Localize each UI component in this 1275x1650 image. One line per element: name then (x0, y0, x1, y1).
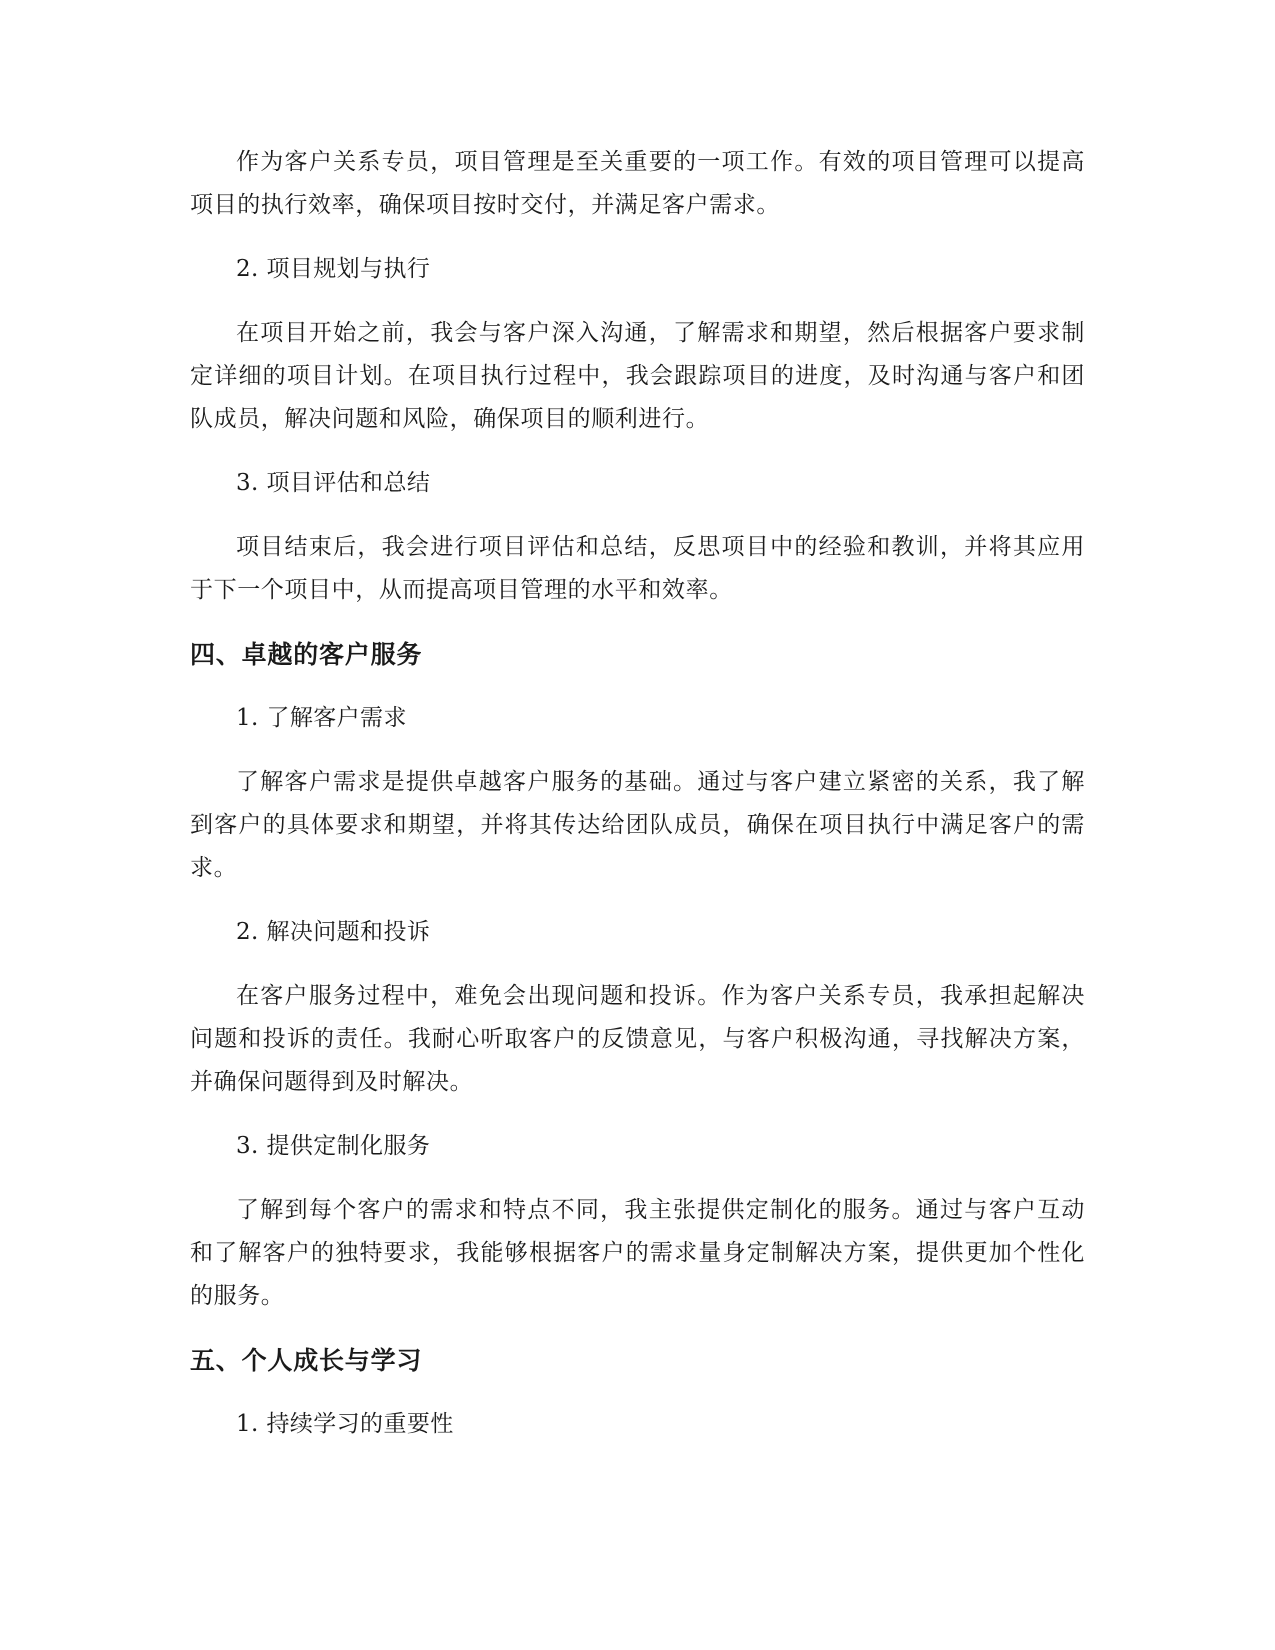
paragraph-custom-service: 了解到每个客户的需求和特点不同，我主张提供定制化的服务。通过与客户互动和了解客户的独特要求，我能够根据客户的需求量身定制解决方案，提供更加个性化的服务。 (190, 1197, 1085, 1309)
paragraph-understand-needs: 了解客户需求是提供卓越客户服务的基础。通过与客户建立紧密的关系，我了解到客户的具体要求和期望，并将其传达给团队成员，确保在项目执行中满足客户的需求。 (190, 769, 1085, 881)
section-heading-customer-service: 四、卓越的客户服务 (190, 640, 423, 669)
paragraph-project-evaluation: 项目结束后，我会进行项目评估和总结，反思项目中的经验和教训，并将其应用于下一个项目中，从而提高项目管理的水平和效率。 (190, 534, 1085, 603)
subheading-project-evaluation: 3. 项目评估和总结 (236, 470, 431, 496)
subheading-resolve-complaints: 2. 解决问题和投诉 (236, 919, 431, 945)
subheading-continuous-learning: 1. 持续学习的重要性 (236, 1411, 454, 1437)
subheading-custom-service: 3. 提供定制化服务 (236, 1133, 431, 1159)
paragraph-project-management-intro: 作为客户关系专员，项目管理是至关重要的一项工作。有效的项目管理可以提高项目的执行效率，确保项目按时交付，并满足客户需求。 (190, 149, 1085, 218)
subheading-understand-needs: 1. 了解客户需求 (236, 705, 407, 731)
paragraph-resolve-complaints: 在客户服务过程中，难免会出现问题和投诉。作为客户关系专员，我承担起解决问题和投诉的责任。我耐心听取客户的反馈意见，与客户积极沟通，寻找解决方案，并确保问题得到及时解决。 (190, 983, 1085, 1095)
subheading-project-planning: 2. 项目规划与执行 (236, 256, 431, 282)
section-heading-personal-growth: 五、个人成长与学习 (190, 1346, 423, 1375)
paragraph-project-planning: 在项目开始之前，我会与客户深入沟通，了解需求和期望，然后根据客户要求制定详细的项目计划。在项目执行过程中，我会跟踪项目的进度，及时沟通与客户和团队成员，解决问题和风险，确保项目的顺利进行。 (190, 320, 1085, 432)
